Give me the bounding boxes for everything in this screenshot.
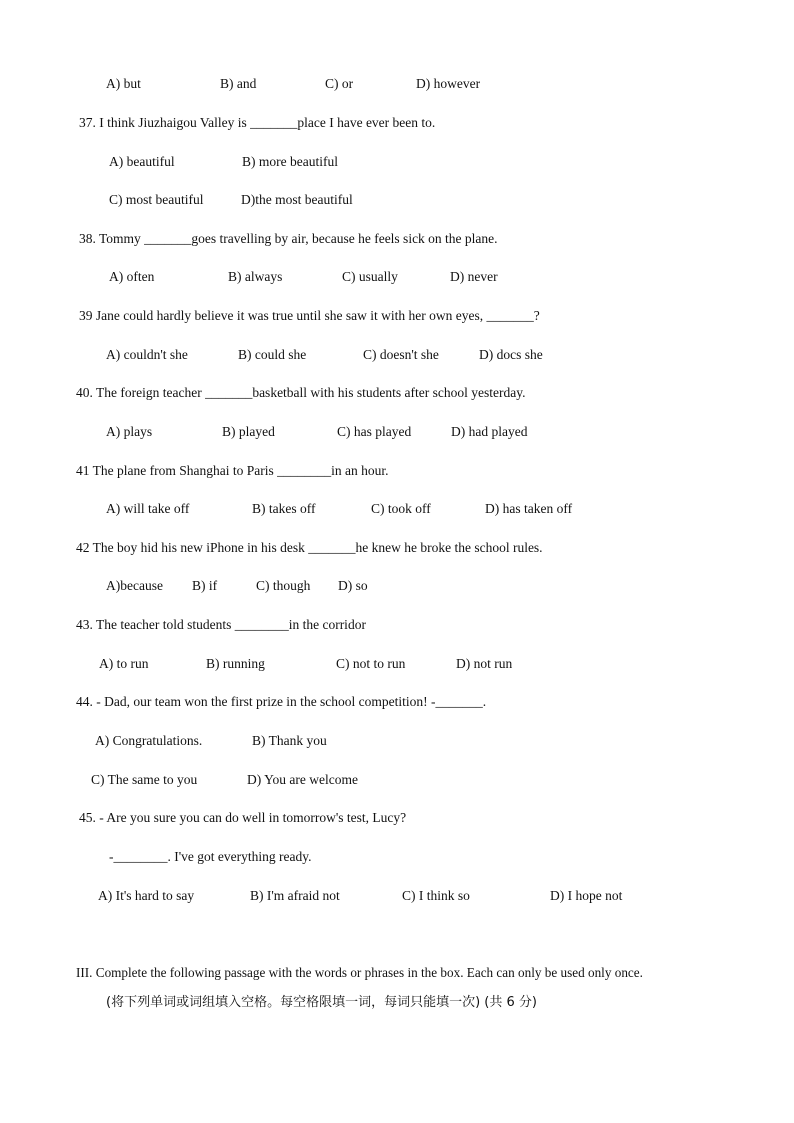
q37-option-b: B) more beautiful xyxy=(242,154,338,169)
q37-option-d: D)the most beautiful xyxy=(241,192,353,207)
q45-option-a: A) It's hard to say xyxy=(98,888,195,903)
q45-reply: -________. I've got everything ready. xyxy=(109,849,312,864)
q37-stem: 37. I think Jiuzhaigou Valley is _______place I have ever been to. xyxy=(79,115,436,130)
q40-option-d: D) had played xyxy=(451,424,528,439)
q44-option-a: A) Congratulations. xyxy=(95,733,203,748)
q39-option-b: B) could she xyxy=(238,347,307,362)
q36-option-a: A) but xyxy=(106,76,141,91)
q45-stem: 45. - Are you sure you can do well in tomorrow's test, Lucy? xyxy=(79,810,407,825)
q42-stem: 42 The boy hid his new iPhone in his desk _______he knew he broke the school rules. xyxy=(76,540,543,555)
q40-option-a: A) plays xyxy=(106,424,153,439)
q38-option-c: C) usually xyxy=(342,269,398,284)
q43-option-c: C) not to run xyxy=(336,656,406,671)
q44-option-d: D) You are welcome xyxy=(247,772,358,787)
q45-option-c: C) I think so xyxy=(402,888,470,903)
q39-option-c: C) doesn't she xyxy=(363,347,439,362)
q38-option-a: A) often xyxy=(109,269,155,284)
q41-option-c: C) took off xyxy=(371,501,431,516)
q43-stem: 43. The teacher told students ________in the corridor xyxy=(76,617,366,632)
q37-option-a: A) beautiful xyxy=(109,154,175,169)
q40-option-c: C) has played xyxy=(337,424,412,439)
q42-option-d: D) so xyxy=(338,578,368,593)
q38-stem: 38. Tommy _______goes travelling by air, because he feels sick on the plane. xyxy=(79,231,498,246)
q37-option-c: C) most beautiful xyxy=(109,192,204,207)
q43-option-d: D) not run xyxy=(456,656,513,671)
q36-option-b: B) and xyxy=(220,76,257,91)
q45-option-b: B) I'm afraid not xyxy=(250,888,340,903)
q38-option-d: D) never xyxy=(450,269,498,284)
q39-option-a: A) couldn't she xyxy=(106,347,188,362)
q41-option-b: B) takes off xyxy=(252,501,316,516)
q44-option-c: C) The same to you xyxy=(91,772,198,787)
q41-stem: 41 The plane from Shanghai to Paris ________in an hour. xyxy=(76,463,389,478)
q36-option-c: C) or xyxy=(325,76,354,91)
q42-option-a: A)because xyxy=(106,578,163,593)
section-3-heading: III. Complete the following passage with the words or phrases in the box. Each can only be used only once. xyxy=(76,965,643,980)
q40-option-b: B) played xyxy=(222,424,275,439)
section-3-instruction: (将下列单词或词组填入空格。每空格限填一词，每词只能填一次) (共 6 分) xyxy=(106,995,537,1010)
q44-stem: 44. - Dad, our team won the first prize in the school competition! -_______. xyxy=(76,694,487,709)
q39-stem: 39 Jane could hardly believe it was true until she saw it with her own eyes, _______? xyxy=(79,308,540,323)
q45-option-d: D) I hope not xyxy=(550,888,623,903)
q38-option-b: B) always xyxy=(228,269,283,284)
q40-stem: 40. The foreign teacher _______basketball with his students after school yesterday. xyxy=(76,385,526,400)
q36-option-d: D) however xyxy=(416,76,481,91)
q42-option-c: C) though xyxy=(256,578,311,593)
q43-option-b: B) running xyxy=(206,656,265,671)
q44-option-b: B) Thank you xyxy=(252,733,327,748)
q39-option-d: D) docs she xyxy=(479,347,543,362)
q41-option-d: D) has taken off xyxy=(485,501,573,516)
q43-option-a: A) to run xyxy=(99,656,149,671)
q41-option-a: A) will take off xyxy=(106,501,190,516)
q42-option-b: B) if xyxy=(192,578,218,593)
